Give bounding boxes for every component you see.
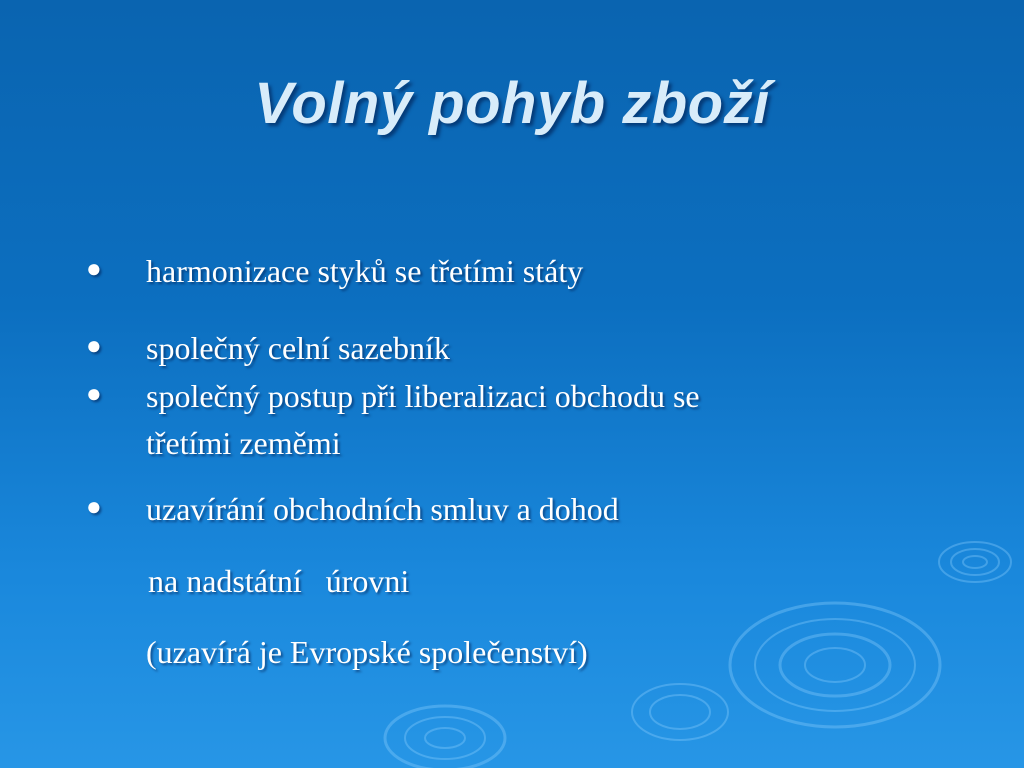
bullet-item: společný celní sazebník [146, 330, 450, 366]
continuation-line: na nadstátní úrovni [148, 563, 410, 599]
slide-title: Volný pohyb zboží [254, 71, 770, 136]
bullet-icon: ● [86, 254, 102, 283]
bullet-icon: ● [86, 331, 102, 360]
bullet-item: společný postup při liberalizaci obchodu se [146, 378, 700, 414]
bullet-icon: ● [86, 492, 102, 521]
bullet-item: harmonizace styků se třetími státy [146, 253, 584, 289]
bullet-item: uzavírání obchodních smluv a dohod [146, 491, 619, 527]
bullet-item-continuation: třetími zeměmi [146, 425, 341, 461]
continuation-line: (uzavírá je Evropské společenství) [146, 634, 588, 670]
bullet-icon: ● [86, 379, 102, 408]
